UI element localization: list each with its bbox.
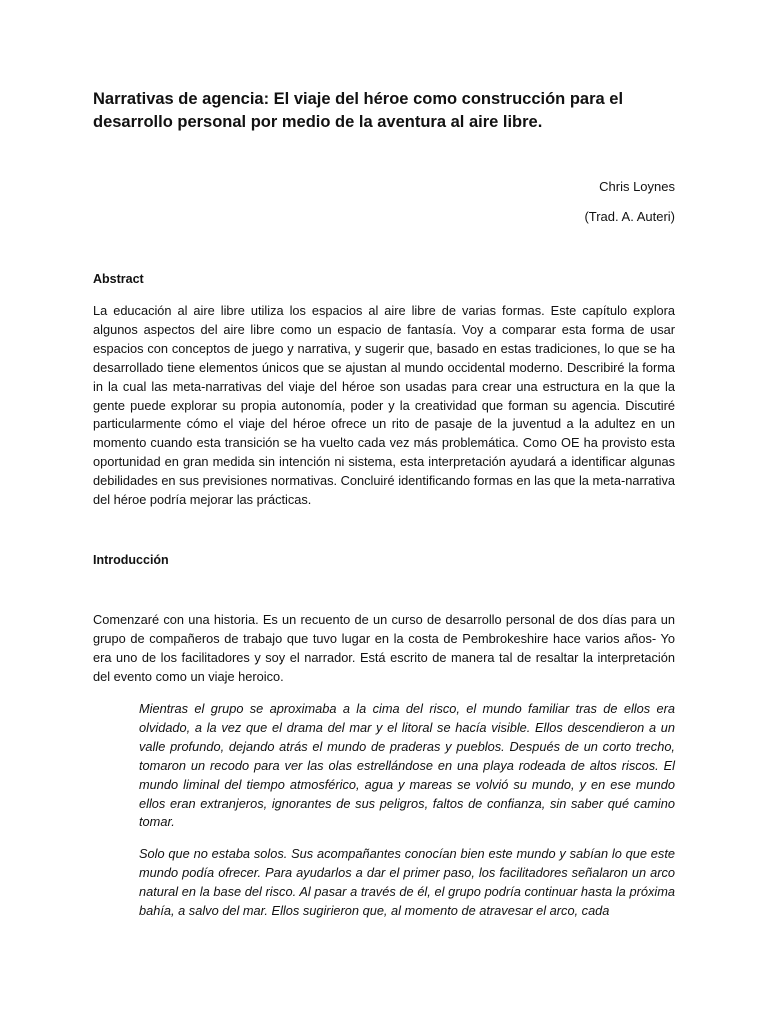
author-name: Chris Loynes	[599, 179, 675, 194]
abstract-paragraph: La educación al aire libre utiliza los espacios al aire libre de varias formas. Este capítulo explora algunos aspectos del aire libre como un espacio de fantasía. Voy a comparar esta forma de usar espacios con conceptos de juego y narrativa, y sugerir que, basado en estas tradiciones, lo que se ha desarrollado tiene elementos únicos que se ajustan al mundo occidental moderno. Describiré la forma in la cual las meta-narrativas del viaje del héroe son usadas para crear una estructura en la que la gente puede explorar su propia autonomía, poder y la creatividad que forman su agencia. Discutiré particularmente cómo el viaje del héroe ofrece un rito de pasaje de la juventud a la adultez en un momento cuando esta transición se ha vuelto cada vez más problemática. Como OE ha provisto esta oportunidad en gran medida sin intención ni sistema, esta interpretación ayudará a identificar algunas debilidades en sus previsiones normativas. Concluiré identificando formas en las que la meta-narrativa del héroe podría mejorar las prácticas.	[93, 303, 675, 508]
story-quote-paragraph-1: Mientras el grupo se aproximaba a la cima del risco, el mundo familiar tras de ellos era olvidado, a la vez que el drama del mar y el litoral se hacía visible. Ellos descendieron a un valle profundo, dejando atrás el mundo de praderas y pueblos. Después de un corto trecho, tomaron un recodo para ver las olas estrellándose en una playa rodeada de altos riscos. El mundo liminal del tiempo atmosférico, agua y mareas se volvió su mundo, y en ese mundo ellos eran extranjeros, ignorantes de sus peligros, faltos de confianza, sin saber qué camino tomar.	[139, 701, 675, 830]
introduction-paragraph: Comenzaré con una historia. Es un recuento de un curso de desarrollo personal de dos días para un grupo de compañeros de trabajo que tuvo lugar en la costa de Pembrokeshire hace varios años- Yo era uno de los facilitadores y soy el narrador. Está escrito de manera tal de resaltar la interpretación del evento como un viaje heroico.	[93, 612, 675, 684]
introduction-heading: Introducción	[93, 553, 169, 567]
story-quote-paragraph-2: Solo que no estaba solos. Sus acompañantes conocían bien este mundo y sabían lo que este mundo podía ofrecer. Para ayudarlos a dar el primer paso, los facilitadores señalaron un arco natural en la base del risco. Al pasar a través de él, el grupo podría continuar hasta la próxima bahía, a salvo del mar. Ellos sugirieron que, al momento de atravesar el arco, cada	[139, 846, 675, 918]
translator-credit: (Trad. A. Auteri)	[584, 209, 675, 224]
document-title: Narrativas de agencia: El viaje del héroe como construcción para el desarrollo personal por medio de la aventura al aire libre.	[93, 90, 624, 131]
abstract-heading: Abstract	[93, 272, 144, 286]
